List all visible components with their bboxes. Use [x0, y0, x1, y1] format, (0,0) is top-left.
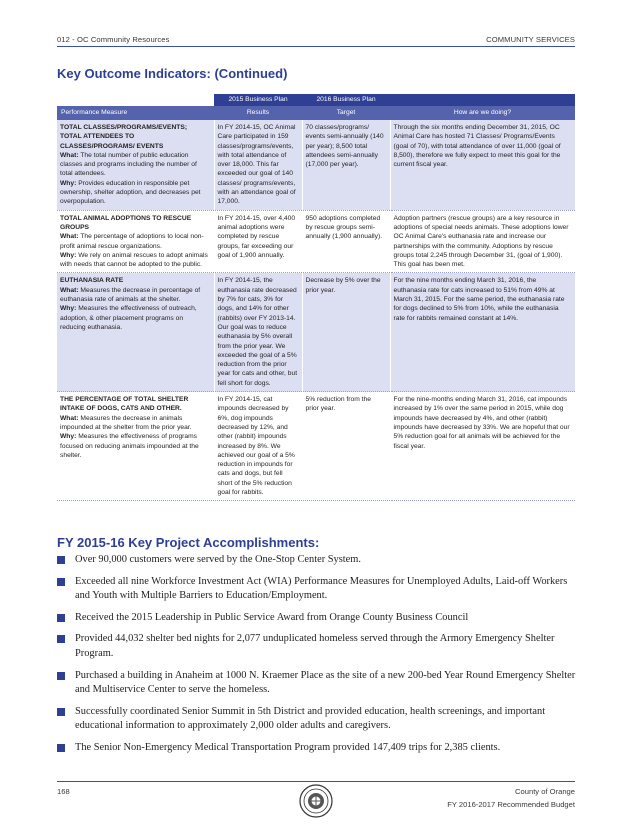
county-seal-icon	[299, 784, 333, 818]
measure-cell	[57, 392, 214, 501]
measure-title: EUTHANASIA RATE	[60, 277, 124, 285]
column-header-target: Target	[302, 106, 390, 120]
list-item-text: Exceeded all nine Workforce Investment Act (WIA) Performance Measures for Unemployed Adults, Laid-off Workers and Youth with Multiple Barriers to Education/Employment.	[75, 575, 568, 602]
table-row	[57, 392, 575, 501]
list-item-text: Successfully coordinated Senior Summit in 5th District and provided education, health screenings, and important educational information to approximately 2,000 older adults and caregivers.	[75, 705, 546, 732]
target-cell: 70 classes/programs/ events semi-annually (140 per year); 8,500 total attendees semi-annually (17,000 per year).	[302, 120, 390, 210]
how-cell: For the nine months ending March 31, 2016, the euthanasia rate for cats increased to 51% from 49% at March 31, 2015. For the same period, the euthanasia rate for dogs declined to 5% from 10%, while the euthanasia rate for rabbits remained constant at 14%.	[390, 273, 575, 392]
target-cell: Decrease by 5% over the prior year.	[302, 273, 390, 392]
header-section-label: 012 - OC Community Resources	[57, 35, 170, 44]
square-bullet-icon	[57, 578, 65, 586]
section-title: Key Outcome Indicators: (Continued)	[57, 66, 288, 81]
footer-organization: County of Orange	[515, 787, 575, 796]
measure-title: TOTAL CLASSES/PROGRAMS/EVENTS; TOTAL ATTENDEES TO CLASSES/PROGRAMS/ EVENTS	[60, 124, 188, 150]
header-divider	[57, 46, 575, 47]
list-item-text: Over 90,000 customers were served by the One-Stop Center System.	[75, 554, 361, 565]
header-department-label: COMMUNITY SERVICES	[486, 35, 575, 44]
square-bullet-icon	[57, 672, 65, 680]
list-item	[57, 632, 577, 661]
column-header-how: How are we doing?	[390, 106, 575, 120]
accomplishments-title: FY 2015-16 Key Project Accomplishments:	[57, 535, 320, 550]
target-cell: 950 adoptions completed by rescue groups semi-annually (1,900 annually).	[302, 210, 390, 273]
results-cell: In FY 2014-15, OC Animal Care participated in 159 classes/programs/events, with total attendance of over 18,000. This far exceeded our goal of 140 classes/ programs/events, with an attendance goal of 17,000.	[214, 120, 302, 210]
measure-title: THE PERCENTAGE OF TOTAL SHELTER INTAKE OF DOGS, CATS AND OTHER.	[60, 396, 189, 413]
square-bullet-icon	[57, 556, 65, 564]
column-header-measure: Performance Measure	[57, 106, 214, 120]
group-header-fill	[390, 94, 575, 106]
how-cell: For the nine-months ending March 31, 2016, cat impounds increased by 1% over the same period in 2015, while dog impounds have decreased by 4%, and other (rabbit) impounds have decreased by 33%. We are hopeful that our 5% reduction goal for all animals will be achieved for the fiscal year.	[390, 392, 575, 501]
table-row	[57, 120, 575, 210]
footer-budget-title: FY 2016-2017 Recommended Budget	[447, 800, 575, 809]
list-item	[57, 611, 577, 626]
results-cell: In FY 2014-15, the euthanasia rate decreased by 7% for cats, 3% for dogs, and 14% for other (rabbits) over FY 2013-14. Our goal was to reduce euthanasia by 5% overall from the prior year. We exceeded the goal of a 5% reduction from the prior year for cats and other, but fell short for dogs.	[214, 273, 302, 392]
what-text: Measures the decrease in percentage of euthanasia rate of animals at the shelter.	[60, 286, 201, 304]
measure-cell	[57, 210, 214, 273]
list-item-text: The Senior Non-Emergency Medical Transportation Program provided 147,409 trips for 2,385 clients.	[75, 741, 501, 753]
list-item	[57, 575, 577, 604]
group-header-2015: 2015 Business Plan	[214, 94, 302, 106]
list-item	[57, 705, 577, 734]
measure-cell	[57, 273, 214, 392]
table-group-header-row	[57, 94, 575, 106]
list-item	[57, 741, 577, 756]
why-label: Why:	[60, 433, 77, 441]
what-text: The total number of public education classes and programs including the number of total attendees.	[60, 151, 197, 178]
why-label: Why:	[60, 179, 77, 187]
list-item-text: Received the 2015 Leadership in Public Service Award from Orange County Business Council	[75, 611, 469, 623]
key-outcome-indicators-table	[57, 94, 576, 501]
measure-title: TOTAL ANIMAL ADOPTIONS TO RESCUE GROUPS	[60, 214, 192, 231]
what-label: What:	[60, 286, 79, 294]
what-text: Measures the decrease in animals impounded at the shelter from the prior year.	[60, 414, 192, 431]
why-text: Measures the effectiveness of outreach, adoption, & other placement programs on reducing euthanasia.	[60, 305, 197, 331]
results-cell: In FY 2014-15, over 4,400 animal adoptions were completed by rescue groups, far exceeding our goal of 1,900 annually.	[214, 210, 302, 273]
target-cell: 5% reduction from the prior year.	[302, 392, 390, 501]
square-bullet-icon	[57, 744, 65, 752]
table-row	[57, 210, 575, 273]
what-label: What:	[60, 233, 79, 241]
group-header-blank	[57, 94, 214, 106]
list-item	[57, 553, 577, 568]
why-label: Why:	[60, 305, 77, 313]
results-cell: In FY 2014-15, cat impounds decreased by 6%, dog impounds decreased by 12%, and other (rabbit) impounds increased by 8%. We achieved our goal of a 5% reduction in impounds for cats and dogs, but fell short of the 5% reduction goal for rabbits.	[214, 392, 302, 501]
what-label: What:	[60, 414, 79, 422]
square-bullet-icon	[57, 614, 65, 622]
why-text: Provides education in responsible pet ownership, shelter adoption, and decreases pet overpopulation.	[60, 179, 201, 206]
list-item-text: Purchased a building in Anaheim at 1000 N. Kraemer Place as the site of a new 200-bed Year Round Emergency Shelter and Multiservice Center to serve the homeless.	[75, 669, 576, 696]
why-label: Why:	[60, 251, 77, 259]
list-item	[57, 669, 577, 698]
table-row	[57, 273, 575, 392]
how-cell: Through the six months ending December 31, 2015, OC Animal Care has hosted 71 Classes/ Programs/Events (goal of 70), with total attendance of over 11,000 (goal of 8,500), therefore we fully expect to meet this goal for the current fiscal year.	[390, 120, 575, 210]
column-header-results: Results	[214, 106, 302, 120]
group-header-2016: 2016 Business Plan	[302, 94, 390, 106]
table-column-header-row	[57, 106, 575, 120]
footer-divider	[57, 781, 575, 782]
measure-cell	[57, 120, 214, 210]
square-bullet-icon	[57, 635, 65, 643]
list-item-text: Provided 44,032 shelter bed nights for 2,077 unduplicated homeless served through the Armory Emergency Shelter Program.	[75, 633, 555, 659]
page-number: 168	[57, 787, 70, 796]
why-text: Measures the effectiveness of programs focused on reducing animals impounded at the shelter.	[60, 433, 199, 459]
what-label: What:	[60, 151, 79, 159]
accomplishments-list	[57, 553, 577, 763]
why-text: We rely on animal rescues to adopt animals with needs that cannot be adopted to the public.	[60, 251, 208, 269]
how-cell: Adoption partners (rescue groups) are a key resource in adoptions of special needs animals. These adoptions lower OC Animal Care's euthanasia rate and increase our partnerships with the community. Adoptions by rescue groups total 2,245 through December 31, (goal of 1,900). This goal has been met.	[390, 210, 575, 273]
square-bullet-icon	[57, 708, 65, 716]
what-text: The percentage of adoptions to local non-profit animal rescue organizations.	[60, 233, 204, 250]
